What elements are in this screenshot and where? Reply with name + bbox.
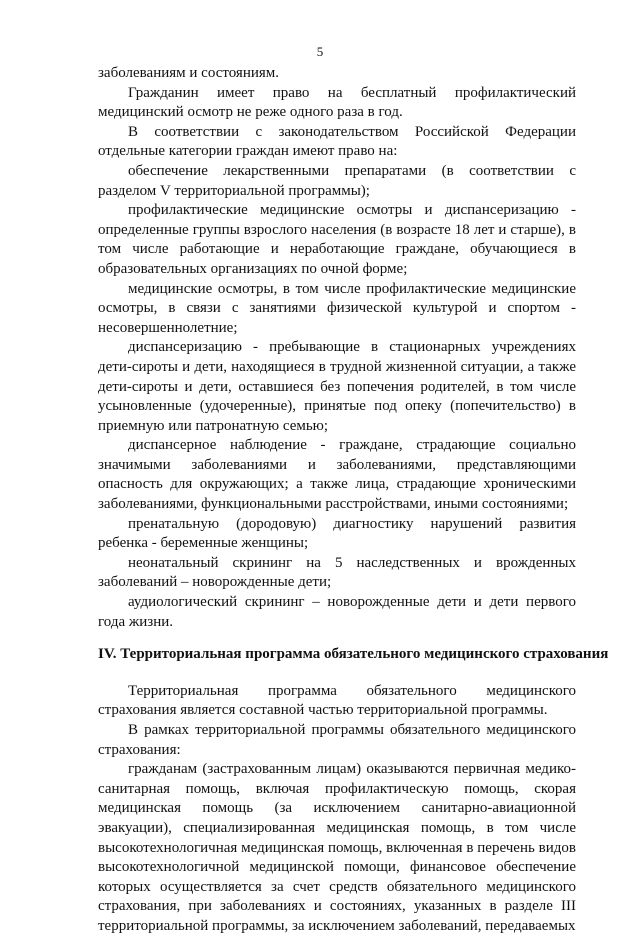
document-body <box>98 64 609 937</box>
paragraph: пренатальную (дородовую) диагностику нарушений развития ребенка - беременные женщины; <box>98 515 576 552</box>
paragraph: диспансерное наблюдение - граждане, страдающие социально значимыми заболеваниями и заболеваниями, представляющими опасность для окружающих; а также лица, страдающие хроническими заболеваниями, функциональными расстройствами, иными состояниями; <box>98 437 576 513</box>
paragraph: обеспечение лекарственными препаратами (в соответствии с разделом V территориальной программы); <box>98 162 576 199</box>
paragraph: аудиологический скрининг – новорожденные дети и дети первого года жизни. <box>98 594 576 630</box>
section-heading: IV. Территориальная программа обязательного медицинского страхования <box>98 646 609 663</box>
paragraph: заболеваниям и состояниям. <box>98 65 280 81</box>
paragraph: неонатальный скрининг на 5 наследственных и врожденных заболеваний – новорожденные дети; <box>98 554 576 591</box>
paragraph: медицинские осмотры, в том числе профилактические медицинские осмотры, в связи с занятиями физической культурой и спортом - несовершеннолетние; <box>98 280 576 336</box>
paragraph: Гражданин имеет право на бесплатный профилактический медицинский осмотр не реже одного раза в год. <box>98 84 576 121</box>
paragraph: Территориальная программа обязательного медицинского страхования является составной частью территориальной программы. <box>98 682 576 719</box>
paragraph: В рамках территориальной программы обязательного медицинского страхования: <box>98 722 576 758</box>
page-number: 5 <box>316 44 324 59</box>
paragraph: диспансеризацию - пребывающие в стационарных учреждениях дети-сироты и дети, находящиеся в трудной жизненной ситуации, а также дети-сироты и дети, оставшиеся без попечения родителей, в том числе усыновленные (удочеренные), принятые под опеку (попечительство) в приемную или патронатную семью; <box>98 339 576 434</box>
paragraph: В соответствии с законодательством Российской Федерации отдельные категории граждан имеют право на: <box>98 123 576 160</box>
paragraph: профилактические медицинские осмотры и диспансеризацию - определенные группы взрослого населения (в возрасте 18 лет и старше), в том числе работающие и неработающие граждане, обучающиеся в образовательных организациях по очной форме; <box>98 202 576 277</box>
paragraph: гражданам (застрахованным лицам) оказываются первичная медико-санитарная помощь, включая профилактическую помощь, скорая медицинская помощь (за исключением санитарно-авиационной эвакуации), специализированная медицинская помощь, в том числе высокотехнологичная медицинская помощь, включенная в перечень видов высокотехнологичной медицинской помощи, финансовое обеспечение которых осуществляется за счет средств обязательного медицинского страхования, при заболеваниях и состояниях, указанных в разделе III территориальной программы, за исключением заболеваний, передаваемых <box>98 761 576 934</box>
